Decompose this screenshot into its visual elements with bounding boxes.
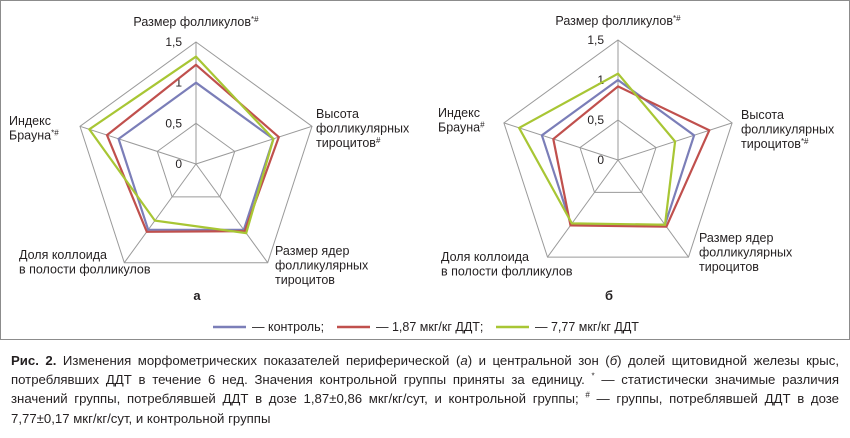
caption-italic-b: б <box>609 353 618 368</box>
legend-label: — 7,77 мкг/кг ДДТ <box>535 320 639 334</box>
caption-part-3: ) долей щитовидной железы крыс, потреблявших ДДТ в течение 6 нед. Значения контрольной группы приняты за единицу. <box>11 353 839 388</box>
tick-label: 0,5 <box>587 113 604 127</box>
axis-label-4: Доля коллоида в полости фолликулов <box>441 250 573 279</box>
legend <box>213 320 639 334</box>
axis-spoke <box>196 164 268 263</box>
caption-part-2: ) и центральной зон ( <box>467 353 610 368</box>
tick-label: 0 <box>175 157 182 171</box>
axis-label-2: Высота фолликулярных тироцитов# <box>316 107 410 150</box>
axis-spoke <box>196 126 312 164</box>
series-line-2 <box>553 86 709 226</box>
caption-part-1: Изменения морфометрических показателей периферической ( <box>56 353 461 368</box>
caption-italic-a: а <box>460 353 468 368</box>
radar-charts <box>1 1 850 341</box>
axis-spoke <box>124 164 196 263</box>
axis-label-2: Высота фолликулярных тироцитов*# <box>741 108 835 151</box>
axis-spoke <box>548 160 619 257</box>
figure-caption <box>0 340 850 438</box>
tick-label: 1,5 <box>587 33 604 47</box>
caption-text <box>11 351 839 428</box>
legend-item-1 <box>213 320 324 334</box>
panel-label: б <box>604 288 614 303</box>
tick-label: 0 <box>597 153 604 167</box>
axis-label-5: Индекс Брауна# <box>438 106 485 135</box>
tick-label: 1,5 <box>165 35 182 49</box>
caption-hash-mark: # <box>585 391 590 401</box>
caption-star-mark: * <box>591 371 595 381</box>
caption-part-4: — статистически значимые различия значений группы, потреблявшей ДДТ в дозе 1,87±0,86 мкг/кг/сут, и контрольной группы; <box>11 372 839 407</box>
legend-item-2 <box>337 320 483 334</box>
radar-chart-b <box>438 14 835 303</box>
axis-label-1: Размер фолликулов*# <box>555 14 681 28</box>
axis-label-4: Доля коллоида в полости фолликулов <box>19 248 151 277</box>
radar-chart-a <box>9 15 410 303</box>
tick-label: 1 <box>175 75 182 90</box>
tick-label: 1 <box>597 73 604 87</box>
axis-label-3: Размер ядер фолликулярных тироцитов <box>275 244 369 287</box>
caption-part-5: — группы, потреблявшей ДДТ в дозе 7,77±0,17 мкг/кг/сут, и контрольной группы <box>11 391 839 426</box>
axis-label-1: Размер фолликулов*# <box>133 15 259 29</box>
caption-prefix: Рис. 2. <box>11 353 57 368</box>
legend-label: — 1,87 мкг/кг ДДТ; <box>376 320 484 334</box>
legend-label: — контроль; <box>252 320 325 334</box>
tick-label: 0,5 <box>165 116 182 131</box>
axis-label-3: Размер ядер фолликулярных тироцитов <box>699 231 793 274</box>
panel-label: а <box>193 288 201 303</box>
axis-spoke <box>618 160 689 257</box>
axis-label-5: Индекс Брауна*# <box>9 114 59 143</box>
legend-item-3 <box>496 320 639 334</box>
